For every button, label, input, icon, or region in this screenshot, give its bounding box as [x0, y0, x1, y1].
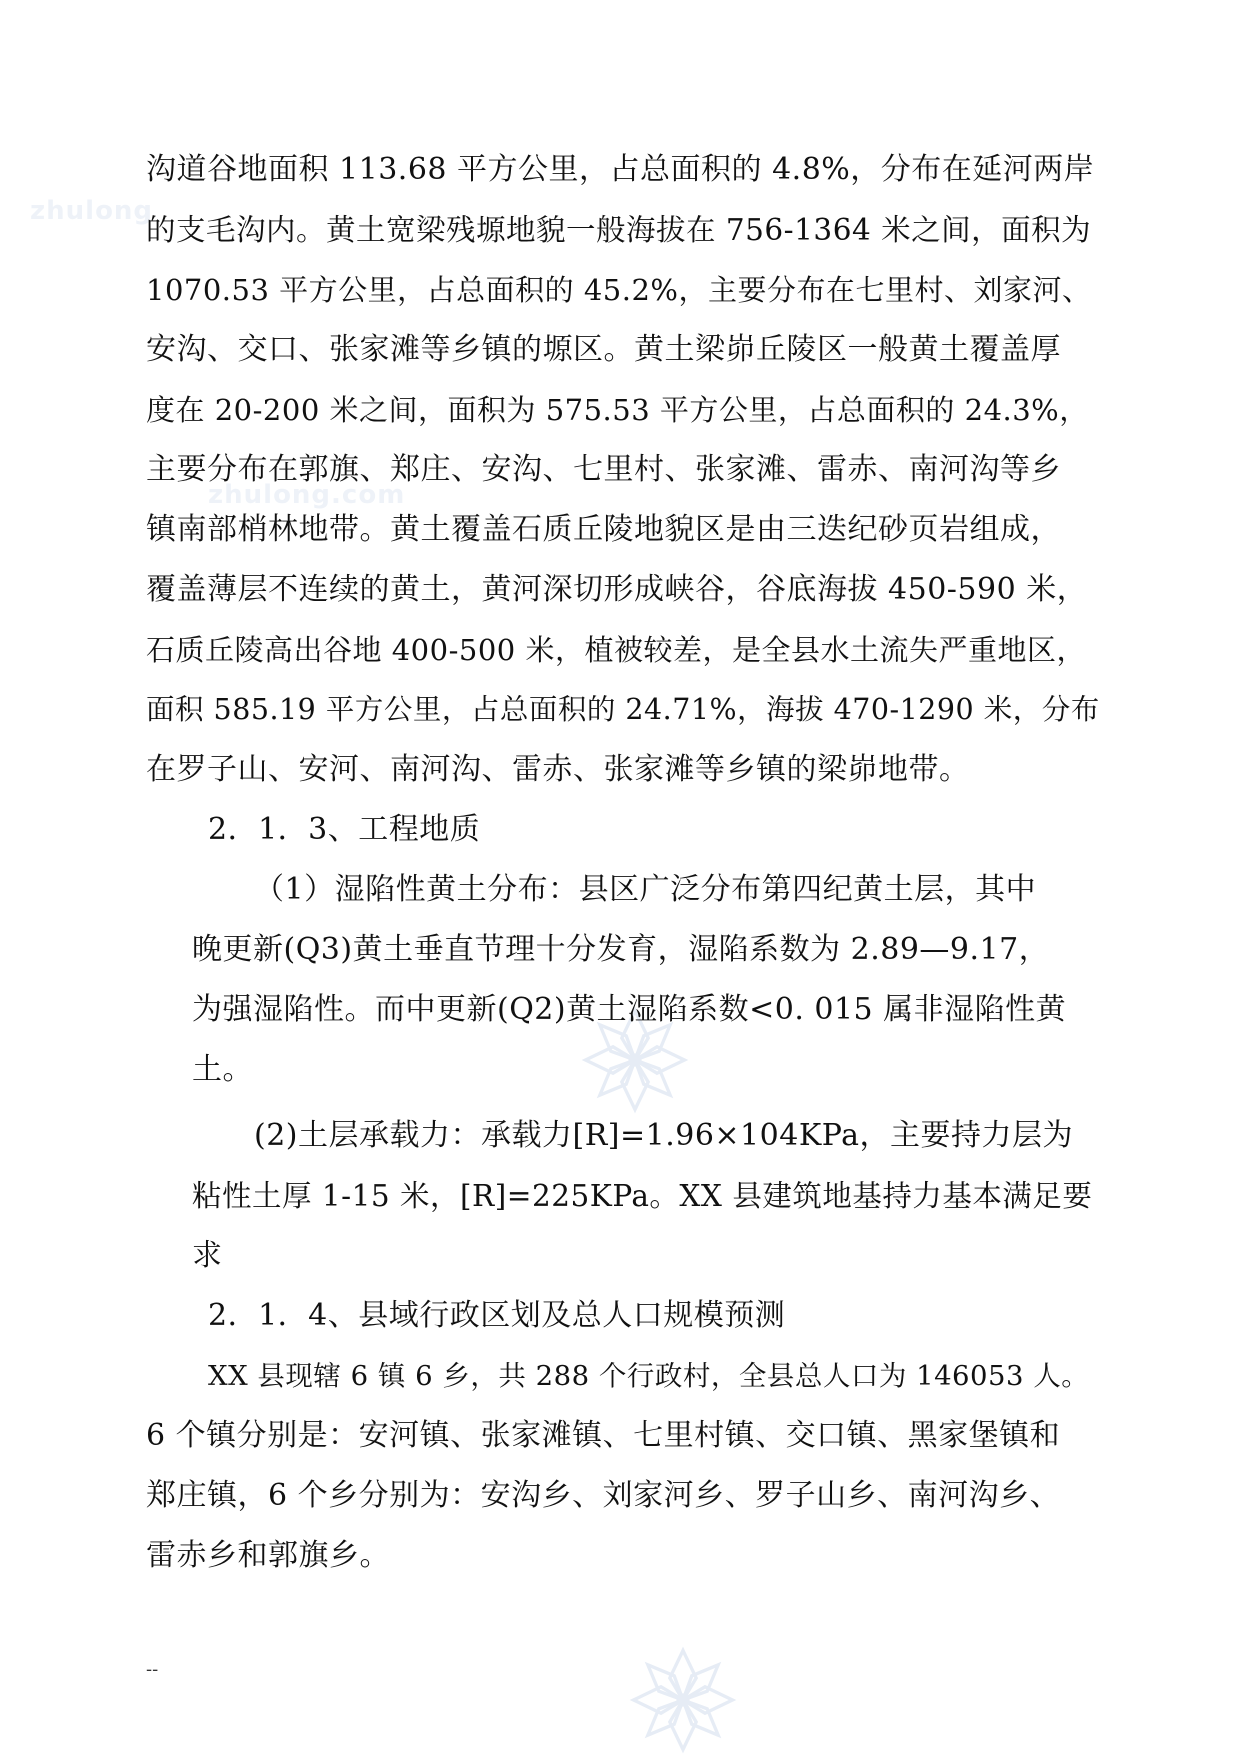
text-line: 主要分布在郭旗、郑庄、安沟、七里村、张家滩、雷赤、南河沟等乡	[146, 452, 1061, 487]
text-line: 的支毛沟内。黄土宽梁残塬地貌一般海拔在 756-1364 米之间，面积为	[146, 213, 1092, 247]
text-line: 为强湿陷性。而中更新(Q2)黄土湿陷系数<0. 015 属非湿陷性黄	[192, 992, 1067, 1027]
text-line: 求	[192, 1238, 223, 1273]
text-line: 面积 585.19 平方公里，占总面积的 24.71%，海拔 470-1290 米，分布	[146, 693, 1100, 726]
watermark-flower-icon-bottom	[628, 1645, 738, 1755]
text-line: 在罗子山、安河、南河沟、雷赤、张家滩等乡镇的梁峁地带。	[146, 752, 970, 787]
text-line: 土。	[192, 1052, 253, 1087]
text-line: 度在 20-200 米之间，面积为 575.53 平方公里，占总面积的 24.3%，	[146, 393, 1089, 427]
text-line: (2)土层承载力：承载力[R]=1.96×104KPa，主要持力层为	[254, 1118, 1073, 1153]
page-footer-mark: --	[146, 1659, 159, 1680]
watermark-text-middle: zhulong.com	[208, 480, 406, 510]
text-line: 镇南部梢林地带。黄土覆盖石质丘陵地貌区是由三迭纪砂页岩组成，	[146, 512, 1061, 547]
text-line: 1070.53 平方公里，占总面积的 45.2%，主要分布在七里村、刘家河、	[146, 273, 1092, 307]
text-line: 郑庄镇，6 个乡分别为：安沟乡、刘家河乡、罗子山乡、南河沟乡、	[146, 1478, 1061, 1513]
section-heading-population: 2．1．4、县域行政区划及总人口规模预测	[208, 1298, 786, 1333]
text-line: 粘性土厚 1-15 米，[R]=225KPa。XX 县建筑地基持力基本满足要	[192, 1179, 1093, 1213]
section-heading-geology: 2．1．3、工程地质	[208, 812, 481, 847]
text-line: 6 个镇分别是：安河镇、张家滩镇、七里村镇、交口镇、黑家堡镇和	[146, 1418, 1061, 1453]
text-line: 石质丘陵高出谷地 400-500 米，植被较差，是全县水土流失严重地区，	[146, 633, 1086, 667]
text-line: 沟道谷地面积 113.68 平方公里，占总面积的 4.8%，分布在延河两岸	[146, 152, 1095, 187]
text-line: 安沟、交口、张家滩等乡镇的塬区。黄土梁峁丘陵区一般黄土覆盖厚	[146, 332, 1061, 367]
text-line: 晚更新(Q3)黄土垂直节理十分发育，湿陷系数为 2.89—9.17，	[192, 932, 1050, 967]
text-line: （1）湿陷性黄土分布：县区广泛分布第四纪黄土层，其中	[254, 872, 1037, 907]
text-line: 雷赤乡和郭旗乡。	[146, 1538, 390, 1573]
text-line: XX 县现辖 6 镇 6 乡，共 288 个行政村，全县总人口为 146053 人。	[208, 1360, 1090, 1392]
watermark-text-top: zhulong	[30, 196, 154, 226]
text-line: 覆盖薄层不连续的黄土，黄河深切形成峡谷，谷底海拔 450-590 米，	[146, 572, 1088, 607]
